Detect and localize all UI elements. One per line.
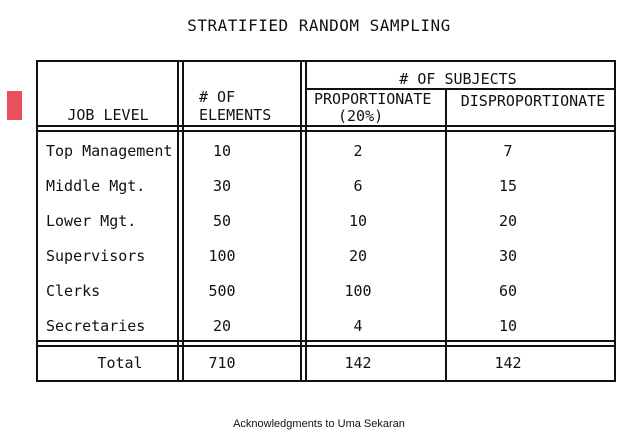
header-proportionate-line1: PROPORTIONATE	[314, 90, 432, 108]
disproportionate-cell: 7	[503, 142, 513, 160]
disproportionate-cell: 10	[498, 317, 518, 335]
rule-v	[305, 62, 307, 380]
proportionate-cell: 4	[353, 317, 363, 335]
rule-v	[177, 62, 179, 380]
proportionate-cell: 6	[353, 177, 363, 195]
disproportionate-cell: 60	[498, 282, 518, 300]
acknowledgment-caption: Acknowledgments to Uma Sekaran	[233, 418, 405, 430]
job-level-cell: Supervisors	[46, 247, 146, 265]
job-level-cell: Clerks	[46, 282, 101, 300]
proportionate-cell: 100	[344, 282, 372, 300]
proportionate-cell: 20	[348, 247, 368, 265]
job-level-cell: Top Management	[46, 142, 173, 160]
elements-cell: 50	[212, 212, 232, 230]
header-disproportionate: DISPROPORTIONATE	[460, 92, 606, 110]
proportionate-cell: 10	[348, 212, 368, 230]
elements-cell: 500	[208, 282, 236, 300]
total-proportionate: 142	[344, 354, 372, 372]
rule-v	[182, 62, 184, 380]
sampling-table	[36, 60, 616, 382]
disproportionate-cell: 30	[498, 247, 518, 265]
rule-v	[445, 90, 447, 380]
header-job-level: JOB LEVEL	[67, 106, 149, 124]
job-level-cell: Secretaries	[46, 317, 146, 335]
elements-cell: 30	[212, 177, 232, 195]
disproportionate-cell: 20	[498, 212, 518, 230]
elements-cell: 20	[212, 317, 232, 335]
elements-cell: 100	[208, 247, 236, 265]
header-subjects: # OF SUBJECTS	[399, 70, 517, 88]
disproportionate-cell: 15	[498, 177, 518, 195]
elements-cell: 10	[212, 142, 232, 160]
slide-marker	[7, 91, 22, 120]
header-elements-line2: ELEMENTS	[199, 106, 272, 124]
total-label: Total	[97, 354, 143, 372]
header-elements-line1: # OF	[199, 88, 236, 106]
rule-h	[38, 130, 614, 132]
total-elements: 710	[208, 354, 236, 372]
rule-h	[38, 345, 614, 347]
total-disproportionate: 142	[494, 354, 522, 372]
rule-h	[38, 340, 614, 342]
proportionate-cell: 2	[353, 142, 363, 160]
rule-h	[38, 125, 614, 127]
job-level-cell: Lower Mgt.	[46, 212, 137, 230]
rule-v	[300, 62, 302, 380]
table-title: STRATIFIED RANDOM SAMPLING	[187, 16, 451, 35]
header-proportionate-line2: (20%)	[338, 107, 384, 125]
job-level-cell: Middle Mgt.	[46, 177, 146, 195]
